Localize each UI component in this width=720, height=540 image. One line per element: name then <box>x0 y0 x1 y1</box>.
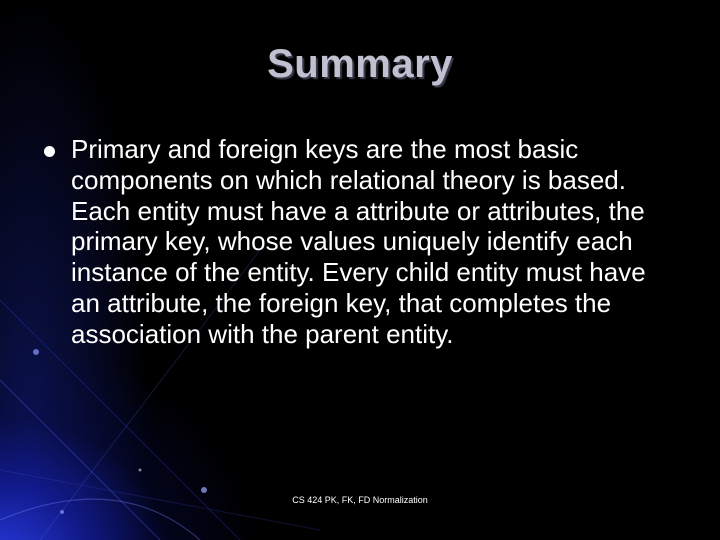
bullet-text: Primary and foreign keys are the most basic components on which relational theory is based. Each entity must have a attribute or attributes, the primary key, whose values uniquely identify each instance of the entity. Every child entity must have an attribute, the foreign key, that completes the association with the parent entity. <box>71 134 646 349</box>
slide-title: Summary <box>267 42 453 86</box>
bullet-item <box>44 134 664 350</box>
bullet-icon <box>44 146 55 157</box>
slide-footer: CS 424 PK, FK, FD Normalization <box>292 495 428 505</box>
